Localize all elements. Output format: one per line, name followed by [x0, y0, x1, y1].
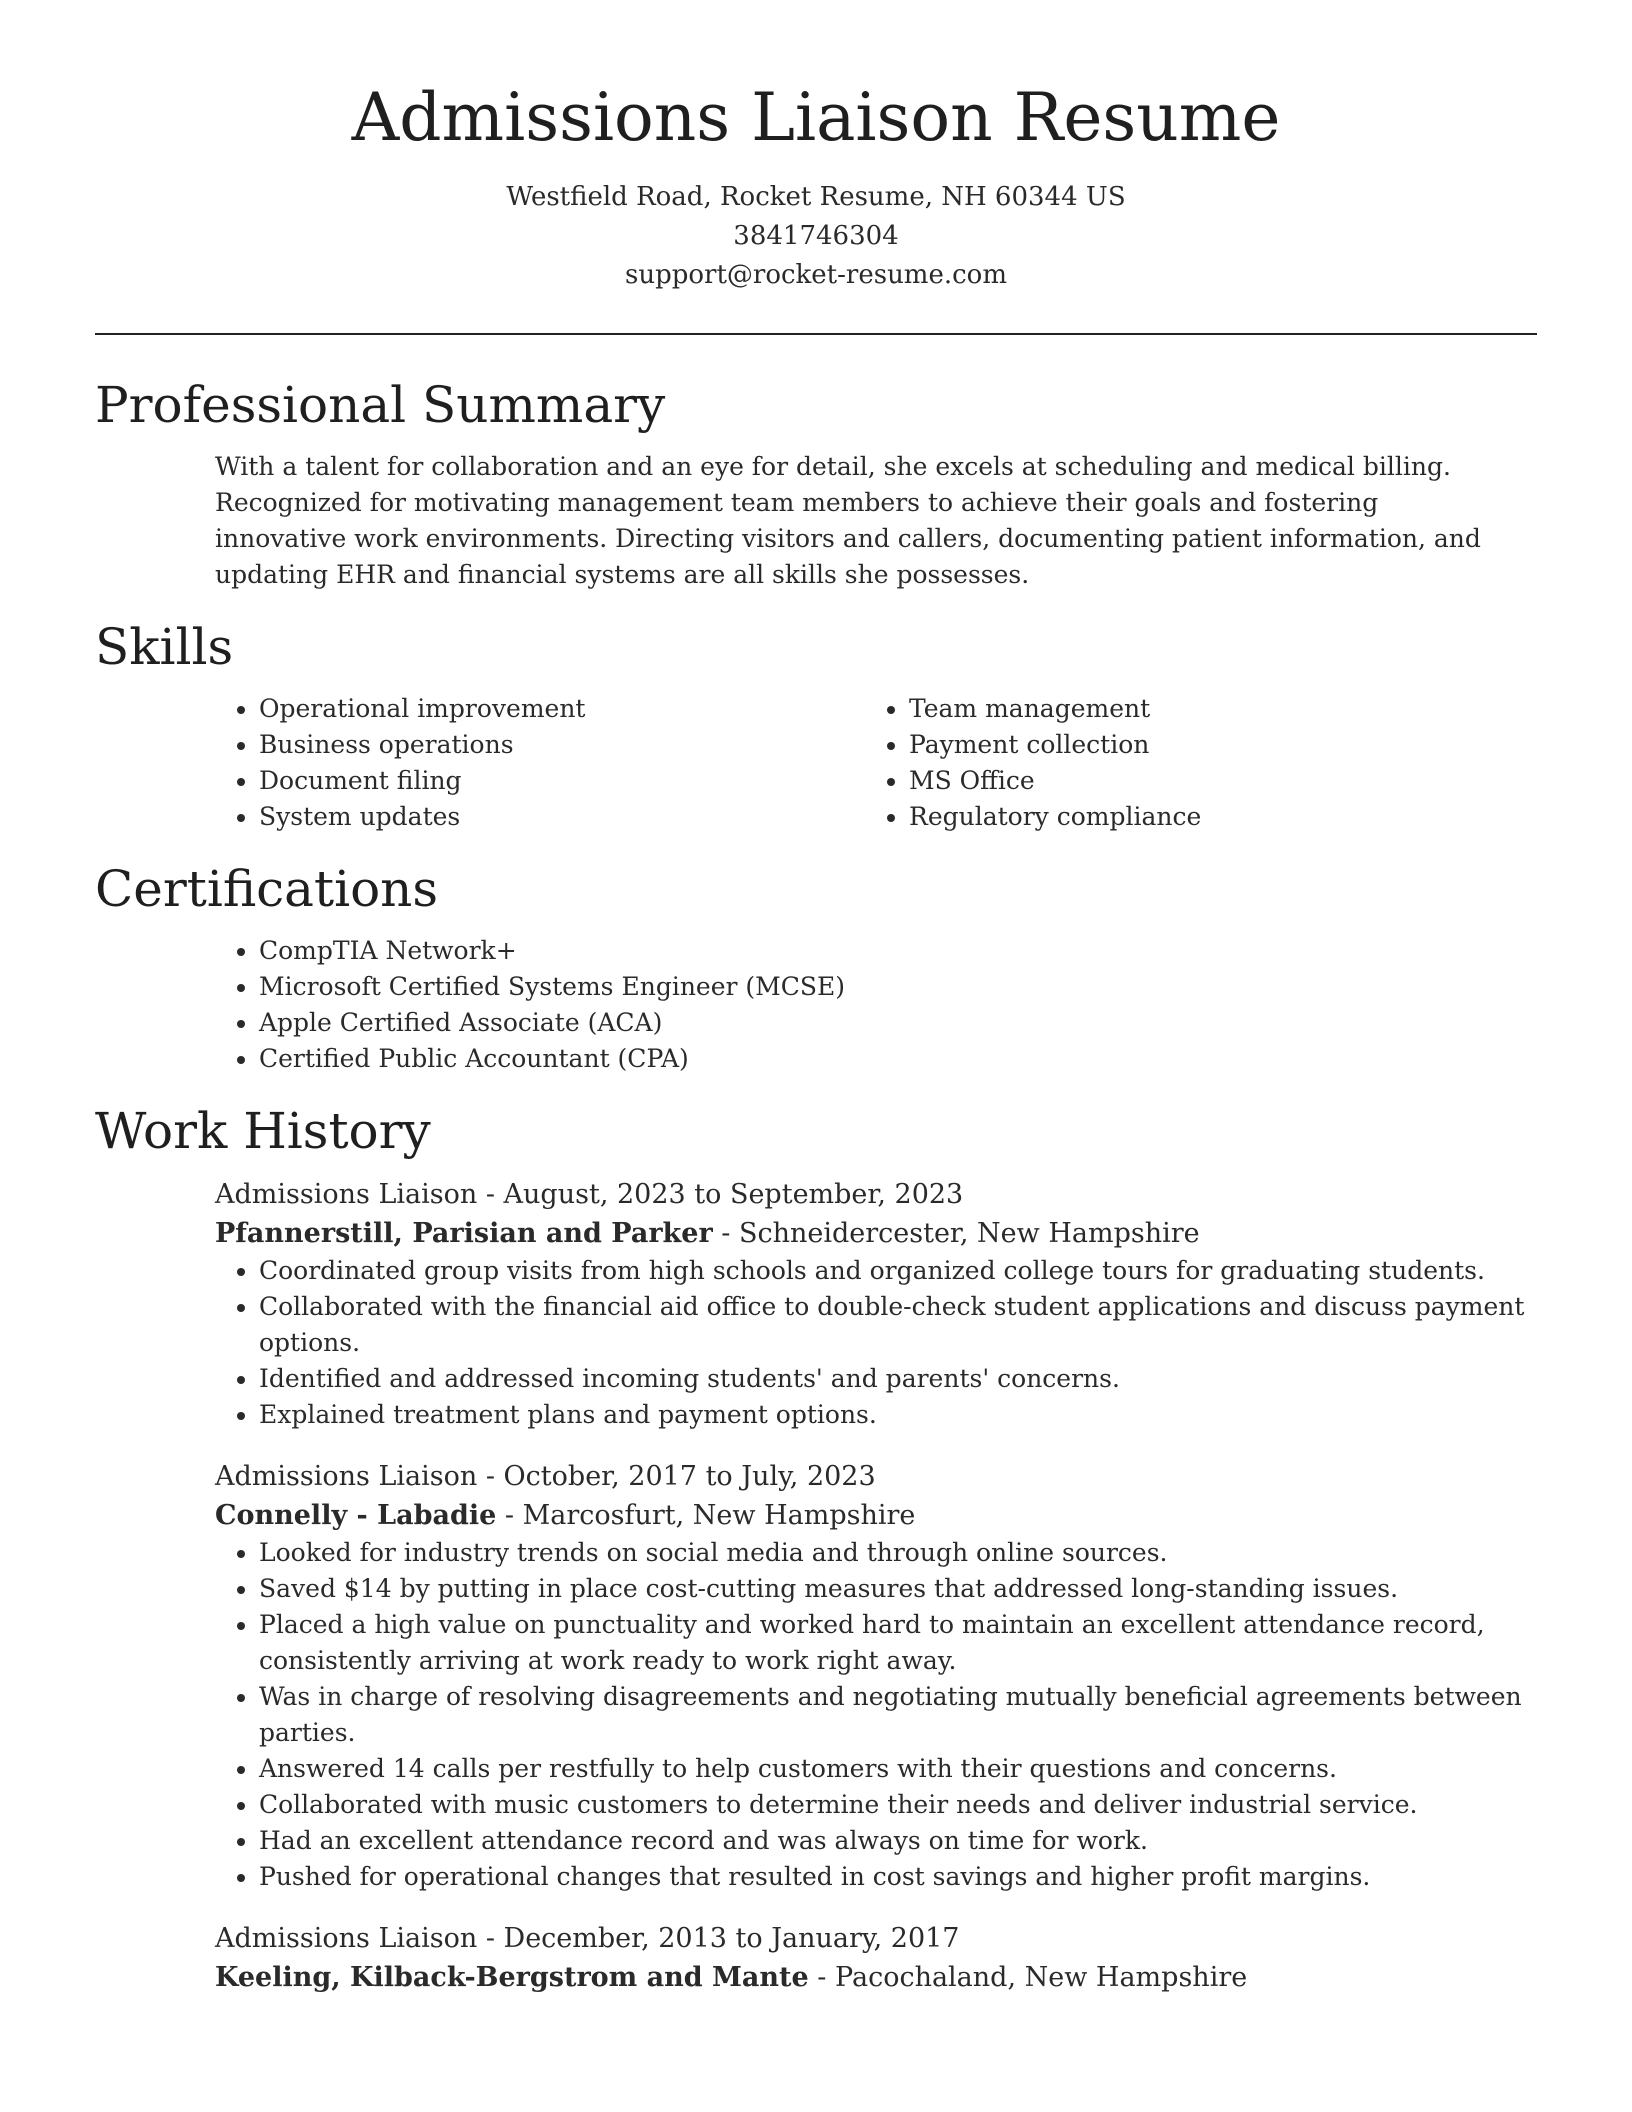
summary-section	[0, 375, 1632, 593]
job-entry	[215, 1175, 1537, 1433]
skills-column-right	[865, 691, 1515, 835]
job-bullet: • Had an excellent attendance record and was always on time for work.	[259, 1823, 1537, 1859]
job-title-line	[215, 1457, 1537, 1496]
skill-item: • Operational improvement	[259, 691, 865, 727]
skills-heading: Skills	[95, 617, 234, 676]
job-separator: -	[496, 1499, 523, 1531]
job-bullets	[215, 1253, 1537, 1433]
skill-item: • Regulatory compliance	[909, 799, 1515, 835]
skill-item: • Team management	[909, 691, 1515, 727]
job-separator: -	[477, 1178, 504, 1210]
job-separator: -	[808, 1961, 836, 1993]
job-location: Schneidercester, New Hampshire	[738, 1217, 1200, 1249]
skill-item: • Document filing	[259, 763, 865, 799]
job-bullet: • Was in charge of resolving disagreements and negotiating mutually beneficial agreements between parties.	[259, 1679, 1537, 1751]
skills-grid	[95, 691, 1537, 835]
certification-item: • CompTIA Network+	[259, 933, 1537, 969]
skills-column-left	[215, 691, 865, 835]
contact-address: Westfield Road, Rocket Resume, NH 60344 US	[506, 181, 1126, 212]
job-title: Admissions Liaison	[215, 1178, 478, 1210]
job-separator: -	[712, 1217, 739, 1249]
job-bullet: • Pushed for operational changes that resulted in cost savings and higher profit margins.	[259, 1859, 1537, 1895]
certifications-body	[95, 933, 1537, 1077]
skill-item: • Business operations	[259, 727, 865, 763]
job-entry	[215, 1457, 1537, 1895]
contact-email: support@rocket-resume.com	[624, 259, 1007, 290]
job-employer-line	[215, 1496, 1537, 1535]
job-employer: Keeling, Kilback-Bergstrom and Mante	[215, 1961, 809, 1993]
contact-phone: 3841746304	[733, 220, 899, 251]
job-bullet: • Saved $14 by putting in place cost-cutting measures that addressed long-standing issues.	[259, 1571, 1537, 1607]
job-location: Pacochaland, New Hampshire	[835, 1961, 1248, 1993]
job-title-line	[215, 1919, 1537, 1958]
job-dates: October, 2017 to July, 2023	[503, 1460, 876, 1492]
job-location: Marcosfurt, New Hampshire	[522, 1499, 916, 1531]
work-history-section	[0, 1101, 1632, 1997]
summary-heading: Professional Summary	[95, 375, 666, 434]
job-employer-line	[215, 1958, 1537, 1997]
job-separator: -	[477, 1922, 504, 1954]
skill-item: • System updates	[259, 799, 865, 835]
job-bullet: • Collaborated with the financial aid office to double-check student applications and discuss payment options.	[259, 1289, 1537, 1361]
job-employer: Pfannerstill, Parisian and Parker	[215, 1217, 713, 1249]
skills-section	[0, 617, 1632, 835]
job-bullet: • Coordinated group visits from high schools and organized college tours for graduating students.	[259, 1253, 1537, 1289]
job-bullet: • Explained treatment plans and payment options.	[259, 1397, 1537, 1433]
job-employer: Connelly - Labadie	[215, 1499, 497, 1531]
job-entry	[215, 1919, 1537, 1997]
certification-item: • Apple Certified Associate (ACA)	[259, 1005, 1537, 1041]
work-history-body	[95, 1175, 1537, 1997]
job-bullet: • Placed a high value on punctuality and worked hard to maintain an excellent attendance record, consistently arriving at work ready to work right away.	[259, 1607, 1537, 1679]
job-bullet: • Collaborated with music customers to determine their needs and deliver industrial service.	[259, 1787, 1537, 1823]
skill-item: • MS Office	[909, 763, 1515, 799]
skill-item: • Payment collection	[909, 727, 1515, 763]
summary-body	[95, 449, 1537, 593]
resume-title: Admissions Liaison Resume	[351, 79, 1281, 156]
job-dates: August, 2023 to September, 2023	[503, 1178, 964, 1210]
job-employer-line	[215, 1214, 1537, 1253]
certifications-section	[0, 859, 1632, 1077]
job-dates: December, 2013 to January, 2017	[503, 1922, 960, 1954]
job-bullets	[215, 1535, 1537, 1895]
work-history-heading: Work History	[95, 1101, 431, 1160]
job-bullet: • Answered 14 calls per restfully to help customers with their questions and concerns.	[259, 1751, 1537, 1787]
certification-item: • Microsoft Certified Systems Engineer (MCSE)	[259, 969, 1537, 1005]
job-title: Admissions Liaison	[215, 1460, 478, 1492]
job-bullet: • Looked for industry trends on social media and through online sources.	[259, 1535, 1537, 1571]
certifications-heading: Certifications	[95, 859, 439, 918]
job-title: Admissions Liaison	[215, 1922, 478, 1954]
certification-item: • Certified Public Accountant (CPA)	[259, 1041, 1537, 1077]
resume-header	[0, 0, 1632, 295]
job-bullet: • Identified and addressed incoming students' and parents' concerns.	[259, 1361, 1537, 1397]
job-separator: -	[477, 1460, 504, 1492]
summary-text: With a talent for collaboration and an eye for detail, she excels at scheduling and medical billing. Recognized for motivating management team members to achieve their goals and fostering innovative work environments. Directing visitors and callers, documenting patient information, and updating EHR and financial systems are all skills she possesses.	[215, 451, 1481, 589]
header-divider	[95, 333, 1537, 335]
job-title-line	[215, 1175, 1537, 1214]
